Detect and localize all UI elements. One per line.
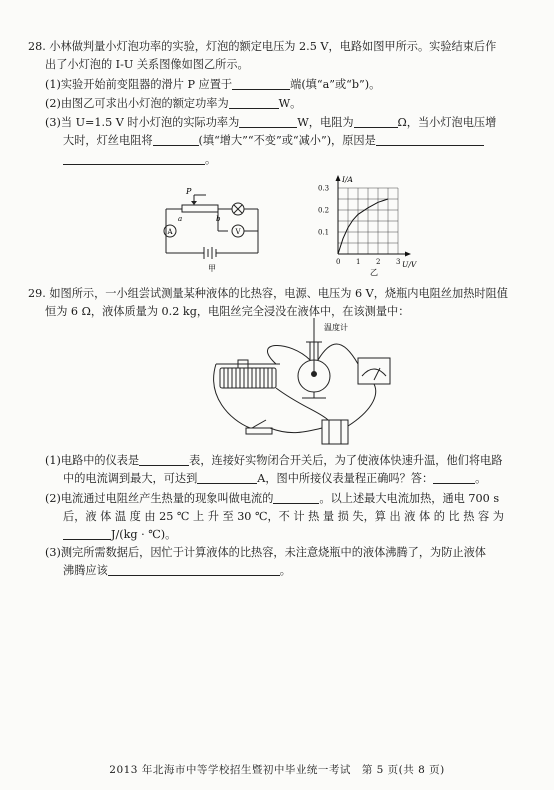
answer-blank[interactable]: [197, 472, 257, 484]
answer-blank[interactable]: [63, 153, 205, 165]
circuit-diagram-jia: [158, 183, 273, 275]
slider-p-label: P: [186, 187, 192, 196]
q28-part3-end: [63, 153, 216, 167]
q28-part3-cont: [63, 134, 484, 148]
q29-part2-cont: 后，液 体 温 度 由 25 ℃ 上 升 至 30 ℃，不 计 热 量 损 失，算 出 液 体 的 比 热 容 为: [63, 510, 504, 523]
y-tick-label: 0.1: [318, 228, 330, 237]
ammeter-label: A: [167, 228, 173, 236]
x-tick-label: 0: [336, 258, 341, 266]
q28-part3-period: 。: [205, 153, 217, 166]
y-axis-label: I/A: [342, 175, 353, 184]
x-axis-label: U/V: [402, 260, 417, 269]
q28-part1: [45, 78, 380, 92]
answer-blank[interactable]: [376, 134, 484, 146]
q29-part1-cont: [63, 472, 486, 486]
q28-part3-mid: W，电阻为: [297, 116, 354, 129]
q29-part1-period: 。: [475, 472, 487, 485]
answer-blank[interactable]: [232, 78, 290, 90]
q29-part3: (3)测完所需数据后，因忙于计算液体的比热容，未注意烧瓶中的液体沸腾了，为防止液体: [45, 546, 486, 559]
q29-part1-cont-text: 中的电流调到最大，可达到: [63, 472, 198, 485]
q28-part3-text: (3)当 U=1.5 V 时小灯泡的实际功率为: [45, 116, 240, 129]
figure-yi-caption: 乙: [370, 268, 378, 277]
answer-blank[interactable]: [273, 492, 319, 504]
q28-part3-cont-text: 大时，灯丝电阻将: [63, 134, 153, 147]
iu-graph-yi: [318, 172, 420, 277]
answer-blank[interactable]: [153, 134, 199, 146]
voltmeter-label: V: [235, 228, 241, 236]
answer-blank[interactable]: [108, 564, 280, 576]
y-tick-label: 0.2: [318, 206, 330, 215]
q28-line1: 28. 小林做判量小灯泡功率的实验，灯泡的额定电压为 2.5 V，电路如图甲所示。实验结束后作: [28, 40, 497, 53]
q28-part1-tail: 端(填“a”或“b”)。: [290, 78, 381, 91]
answer-blank[interactable]: [63, 528, 111, 540]
thermometer-label: 温度计: [324, 323, 348, 332]
x-tick-label: 1: [356, 258, 361, 266]
q28-part3-tail: Ω，当小灯泡电压增: [397, 116, 497, 129]
iu-curve-series: [338, 199, 388, 254]
page-footer: 2013 年北海市中等学校招生暨初中毕业统一考试 第 5 页(共 8 页): [109, 764, 445, 776]
q29-part3-cont: [63, 564, 291, 578]
terminal-b-label: b: [216, 215, 221, 223]
y-tick-label: 0.3: [318, 184, 330, 193]
q29-part1-text: (1)电路中的仪表是: [45, 454, 140, 467]
q29-line1: 29. 如图所示，一小组尝试测量某种液体的比热容，电源、电压为 6 V，烧瓶内电阻丝加热时阻值: [28, 287, 508, 300]
q29-part1-mid: 表，连接好实物闭合开关后，为了使液体快速升温，他们将电路: [189, 454, 503, 467]
q28-part3: [45, 116, 496, 130]
q28-line2: 出了小灯泡的 I-U 关系图像如图乙所示。: [45, 58, 249, 71]
q29-line2: 恒为 6 Ω，液体质量为 0.2 kg，电阻丝完全浸没在液体中，在该测量中：: [45, 305, 410, 318]
answer-blank[interactable]: [229, 97, 279, 109]
q28-part1-text: (1)实验开始前变阻器的滑片 P 应置于: [45, 78, 233, 91]
q28-part2-tail: W。: [278, 97, 302, 110]
q29-part3-period: 。: [279, 564, 291, 577]
q29-part1: [45, 454, 502, 468]
x-tick-label: 2: [376, 258, 381, 266]
answer-blank[interactable]: [239, 116, 297, 128]
q28-part2: [45, 97, 301, 111]
q29-part2-mid: 。以上述最大电流加热，通电 700 s: [319, 492, 500, 505]
figure-jia-caption: 甲: [208, 264, 216, 273]
q28-part3-reason: (填“增大”“不变”或“减小”)，原因是: [198, 134, 376, 147]
x-tick-label: 3: [396, 258, 401, 266]
q29-part1-question: A，图中所接仪表量程正确吗？答：: [257, 472, 434, 485]
answer-blank[interactable]: [139, 454, 189, 466]
q29-part3-cont-text: 沸腾应该: [63, 564, 108, 577]
q29-part2-unit: J/(kg · ℃)。: [111, 528, 177, 541]
q28-part2-text: (2)由图乙可求出小灯泡的额定功率为: [45, 97, 229, 110]
answer-blank[interactable]: [354, 116, 398, 128]
apparatus-diagram: [210, 316, 410, 450]
terminal-a-label: a: [178, 215, 183, 223]
q29-part2-end: [63, 528, 176, 542]
answer-blank[interactable]: [433, 472, 475, 484]
q29-part2-text: (2)电流通过电阻丝产生热量的现象叫做电流的: [45, 492, 274, 505]
q29-part2: [45, 492, 499, 506]
